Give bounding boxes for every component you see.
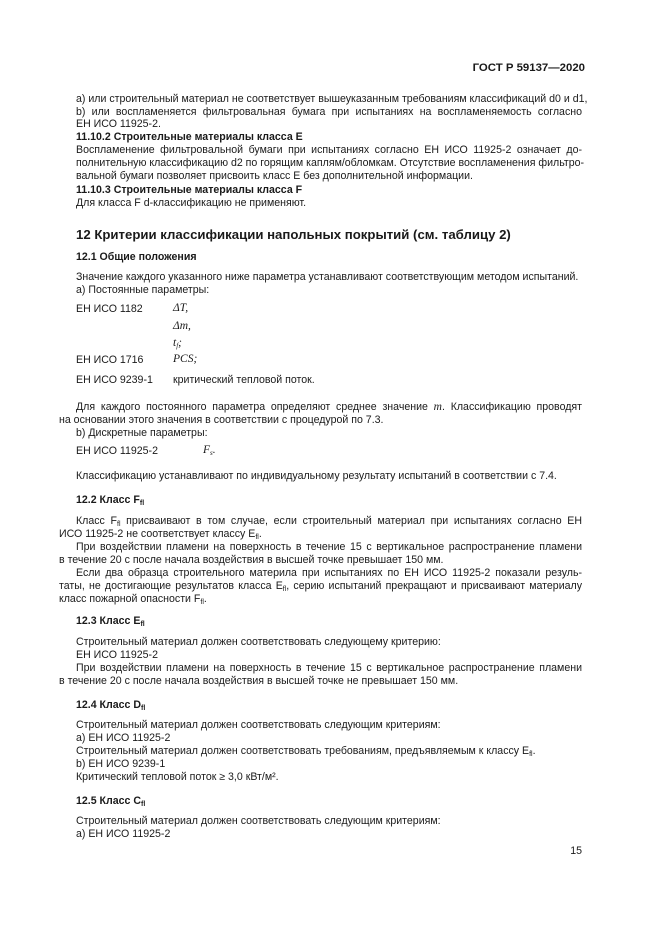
list-label: а) Постоянные параметры: <box>76 284 210 296</box>
standard-ref: ЕН ИСО 9239-1 <box>76 374 153 386</box>
title-text: 12.3 Класс E <box>76 615 141 627</box>
text-run: . <box>203 593 207 605</box>
paragraph-line: b) или воспламеняется фильтровальная бумага при испытаниях на воспламеняемость согласно <box>76 106 582 118</box>
subscript: fl <box>282 586 287 593</box>
paragraph-line: в течение 20 с после начала воздействия в высшей точке не превышает 150 мм. <box>59 675 459 687</box>
text-run: таты, не достигающие результатов класса E <box>59 580 283 592</box>
text-run: ИСО 11925-2 не соответствует классу E <box>59 528 256 540</box>
subscript: fl <box>529 751 533 758</box>
document-header-id: ГОСТ Р 59137—2020 <box>472 62 585 74</box>
section-title: 12.1 Общие положения <box>76 251 197 263</box>
parameter-fs <box>203 444 216 457</box>
title-text: 12.2 Класс F <box>76 494 140 506</box>
parameter-delta-m: Δm, <box>173 320 191 332</box>
paragraph-line: Строительный материал должен соответствовать следующему критерию: <box>76 636 441 648</box>
paragraph-line: Критический тепловой поток ≥ 3,0 кВт/м². <box>76 771 279 783</box>
paragraph-line: полнительную классификацию d2 по горящим каплям/обломкам. Отсутствие воспламенения фильтро- <box>76 157 585 169</box>
parameter-flux: критический тепловой поток. <box>173 374 315 386</box>
section-title <box>76 494 144 507</box>
text-run: . Классификацию проводят <box>441 401 582 413</box>
paragraph-line: При воздействии пламени на поверхность в течение 15 с вертикальное распространение пламени <box>76 541 582 553</box>
paragraph-line: вальной бумаги позволяет присвоить класс Е без дополнительной информации. <box>76 170 473 182</box>
subscript: fl <box>117 521 121 528</box>
standard-ref: ЕН ИСО 1716 <box>76 354 144 366</box>
fs-subscript: s <box>210 449 213 457</box>
tf-symbol: t <box>173 337 177 349</box>
text-run: Для каждого постоянного параметра определяют среднее значение <box>76 401 428 413</box>
section-title: 11.10.3 Строительные материалы класса F <box>76 184 303 196</box>
title-subscript: fl <box>141 705 146 712</box>
paragraph-line <box>59 580 582 593</box>
paragraph-line <box>76 515 582 528</box>
paragraph-line: a) или строительный материал не соответствует вышеуказанным требованиям классификаций d0 и d1, <box>76 93 588 105</box>
text-run: Класс F <box>76 515 117 527</box>
paragraph-line: а) ЕН ИСО 11925-2 <box>76 828 171 840</box>
symbol-m: m <box>433 401 442 413</box>
tf-subscript: f <box>176 342 179 350</box>
parameter-pcs: PCS; <box>173 353 198 365</box>
paragraph-line: Воспламенение фильтровальной бумаги при испытаниях согласно ЕН ИСО 11925-2 означает до- <box>76 144 582 156</box>
text-run: Строительный материал должен соответствовать требованиям, предъявляемым к классу E <box>76 745 530 757</box>
paragraph-line: Если два образца строительного материла при испытаниях по ЕН ИСО 11925-2 показали резуль- <box>76 567 582 579</box>
list-label: b) Дискретные параметры: <box>76 427 208 439</box>
title-text: 12.4 Класс D <box>76 699 142 711</box>
paragraph-line: ЕН ИСО 11925-2. <box>76 118 161 130</box>
subscript: fl <box>200 599 204 606</box>
paragraph-line <box>76 401 582 414</box>
paragraph-line: а) ЕН ИСО 11925-2 <box>76 732 171 744</box>
text-run: , серию испытаний прекращают и присваивают материалу <box>286 580 582 592</box>
chapter-title: 12 Критерии классификации напольных покрытий (см. таблицу 2) <box>76 227 511 242</box>
paragraph-line <box>59 528 262 541</box>
subscript: fl <box>255 534 259 541</box>
paragraph-line: Строительный материал должен соответствовать следующим критериям: <box>76 719 441 731</box>
section-title: 11.10.2 Строительные материалы класса Е <box>76 131 303 143</box>
paragraph-line: Строительный материал должен соответствовать следующим критериям: <box>76 815 441 827</box>
section-title <box>76 795 145 808</box>
paragraph-line <box>59 593 207 606</box>
paragraph-line: Для класса F d-классификацию не применяют. <box>76 197 307 209</box>
standard-ref: ЕН ИСО 1182 <box>76 303 143 315</box>
paragraph-line: ЕН ИСО 11925-2 <box>76 649 158 661</box>
paragraph-line: b) ЕН ИСО 9239-1 <box>76 758 166 770</box>
title-subscript: fl <box>141 801 146 808</box>
title-subscript: fl <box>139 500 145 507</box>
paragraph-line: При воздействии пламени на поверхность в течение 15 с вертикальное распространение пламени <box>76 662 582 674</box>
page-number: 15 <box>570 845 582 857</box>
title-subscript: fl <box>140 621 145 628</box>
tf-end: ; <box>178 337 182 349</box>
section-title <box>76 699 145 712</box>
text-run: . <box>532 745 536 757</box>
paragraph-line: в течение 20 с после начала воздействия в высшей точке превышает 150 мм. <box>59 554 444 566</box>
parameter-tf <box>173 337 182 350</box>
text-run: . <box>258 528 262 540</box>
standard-ref: ЕН ИСО 11925-2 <box>76 445 158 457</box>
fs-symbol: F <box>203 444 211 456</box>
paragraph-line <box>76 745 536 758</box>
title-text: 12.5 Класс C <box>76 795 142 807</box>
text-run: присваивают в том случае, если строительный материал при испытаниях согласно ЕН <box>120 515 582 527</box>
text-run: класс пожарной опасности F <box>59 593 201 605</box>
paragraph-line: Классификацию устанавливают по индивидуальному результату испытаний в соответствии с 7.4. <box>76 470 557 482</box>
paragraph-line: Значение каждого указанного ниже параметра устанавливают соответствующим методом испытаний. <box>76 271 579 283</box>
paragraph-line: на основании этого значения в соответствии с процедурой по 7.3. <box>59 414 384 426</box>
section-title <box>76 615 145 628</box>
parameter-delta-t: ΔT, <box>173 302 189 314</box>
fs-end: . <box>212 444 216 456</box>
